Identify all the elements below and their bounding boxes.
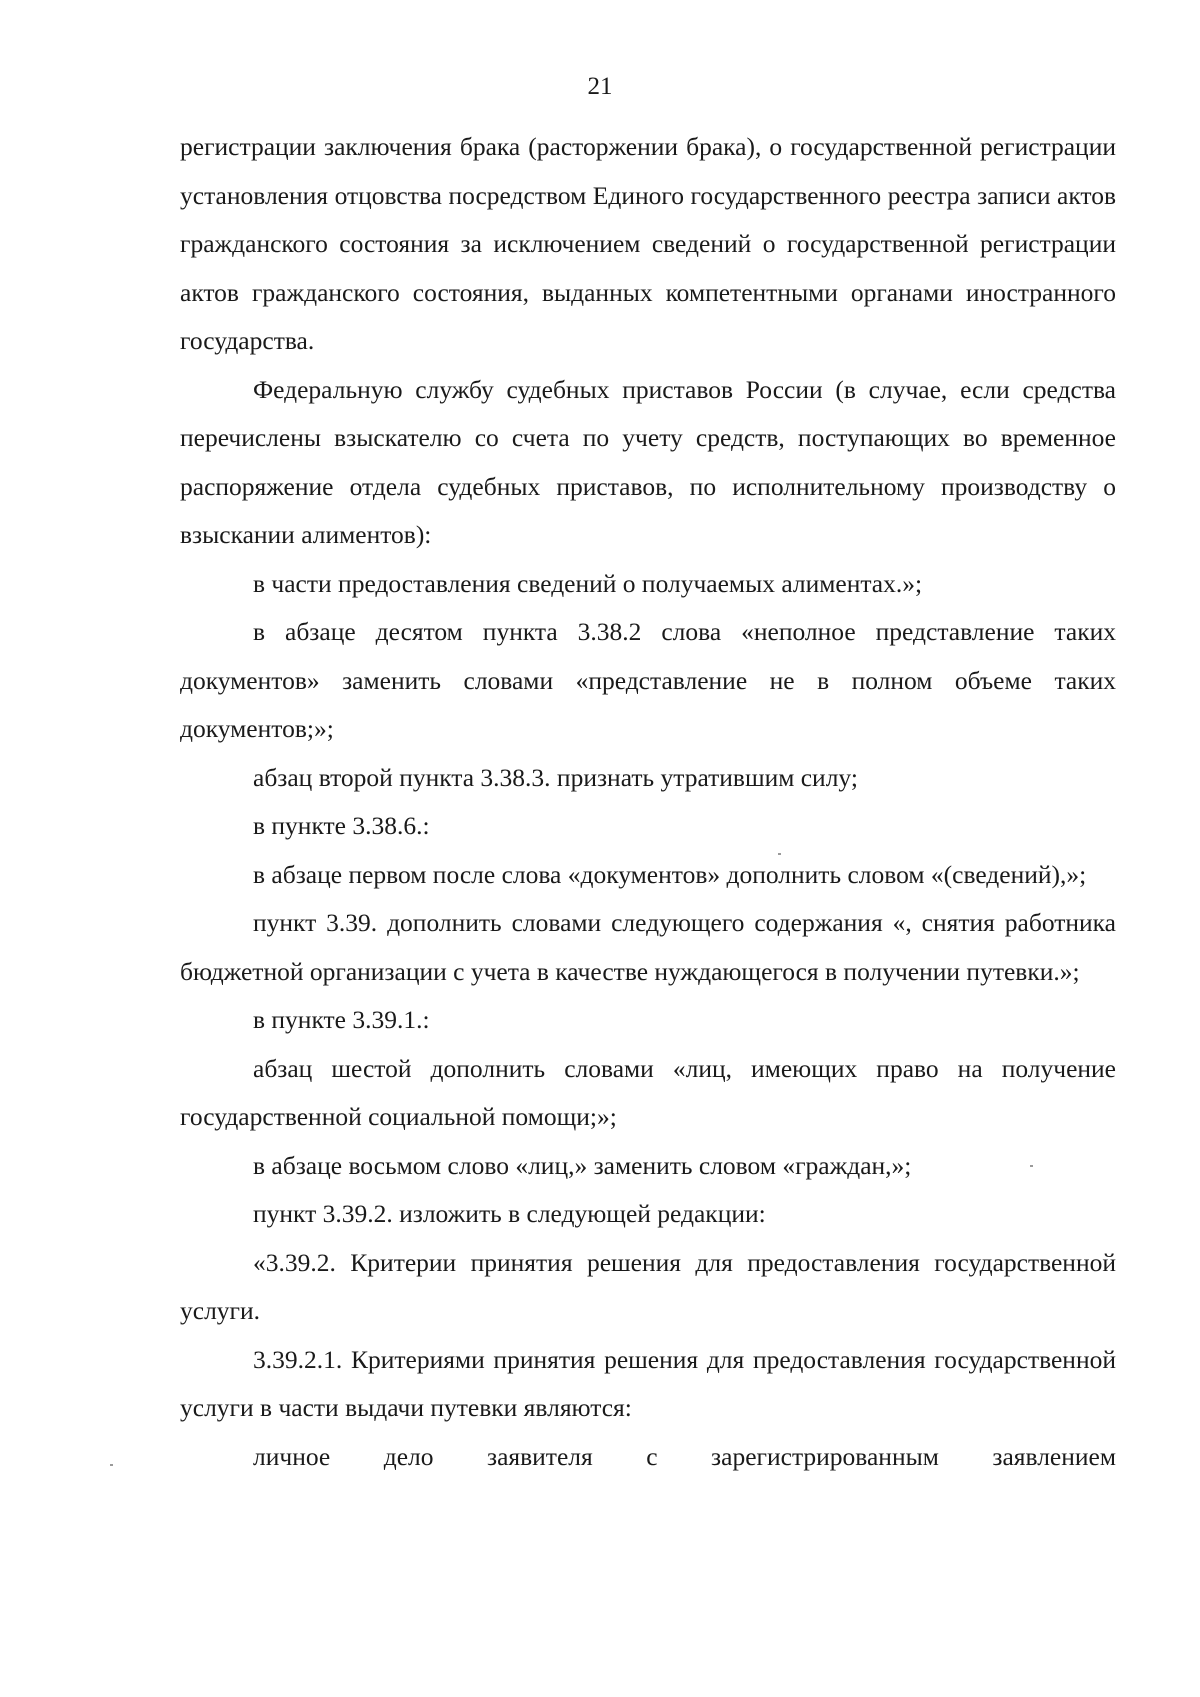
paragraph-3-39-1-eighth: в абзаце восьмом слово «лиц,» заменить словом «граждан,»; bbox=[253, 1150, 912, 1180]
paragraph-personal-file: личное дело заявителя с зарегистрированным заявлением bbox=[253, 1441, 1116, 1471]
paragraph-3-38-2-amendment: в абзаце десятом пункта 3.38.2 слова «неполное представление таких документов» заменить словами «представление не в полном объеме таких документов;»; bbox=[180, 617, 1116, 743]
paragraph-3-39-1-heading: в пункте 3.39.1.: bbox=[253, 1005, 430, 1034]
paragraph-3-38-3-repeal: абзац второй пункта 3.38.3. признать утратившим силу; bbox=[253, 762, 858, 792]
scan-speck bbox=[110, 1464, 113, 1466]
page-number: 21 bbox=[587, 73, 613, 100]
paragraph-3-39-amendment: пункт 3.39. дополнить словами следующего содержания «, снятия работника бюджетной организации с учета в качестве нуждающегося в получении путевки.»; bbox=[180, 908, 1116, 986]
paragraph-bailiff-service: Федеральную службу судебных приставов России (в случае, если средства перечислены взыскателю со счета по учету средств, поступающих во временное распоряжение отдела судебных приставов, по исполнительному производству о взыскании алиментов): bbox=[180, 374, 1116, 549]
scan-speck bbox=[1030, 1165, 1033, 1167]
paragraph-alimony-info: в части предоставления сведений о получаемых алиментах.»; bbox=[253, 568, 923, 598]
paragraph-3-39-1-sixth: абзац шестой дополнить словами «лиц, имеющих право на получение государственной социальной помощи;»; bbox=[180, 1053, 1116, 1131]
document-body bbox=[180, 123, 1116, 1481]
paragraph-3-38-6-heading: в пункте 3.38.6.: bbox=[253, 811, 430, 840]
paragraph-3-39-2-criteria: «3.39.2. Критерии принятия решения для предоставления государственной услуги. bbox=[180, 1247, 1116, 1325]
paragraph-3-38-6-amendment: в абзаце первом после слова «документов» дополнить словом «(сведений),»; bbox=[253, 859, 1087, 889]
scan-speck bbox=[778, 853, 781, 855]
paragraph-3-39-2-1: 3.39.2.1. Критериями принятия решения для предоставления государственной услуги в части выдачи путевки являются: bbox=[180, 1344, 1116, 1422]
paragraph-civil-registry-continuation: регистрации заключения брака (расторжении брака), о государственной регистрации установления отцовства посредством Единого государственного реестра записи актов гражданского состояния за исключением сведений о государственной регистрации актов гражданского состояния, выданных компетентными органами иностранного государства. bbox=[180, 132, 1116, 355]
paragraph-3-39-2-intro: пункт 3.39.2. изложить в следующей редакции: bbox=[253, 1199, 766, 1228]
